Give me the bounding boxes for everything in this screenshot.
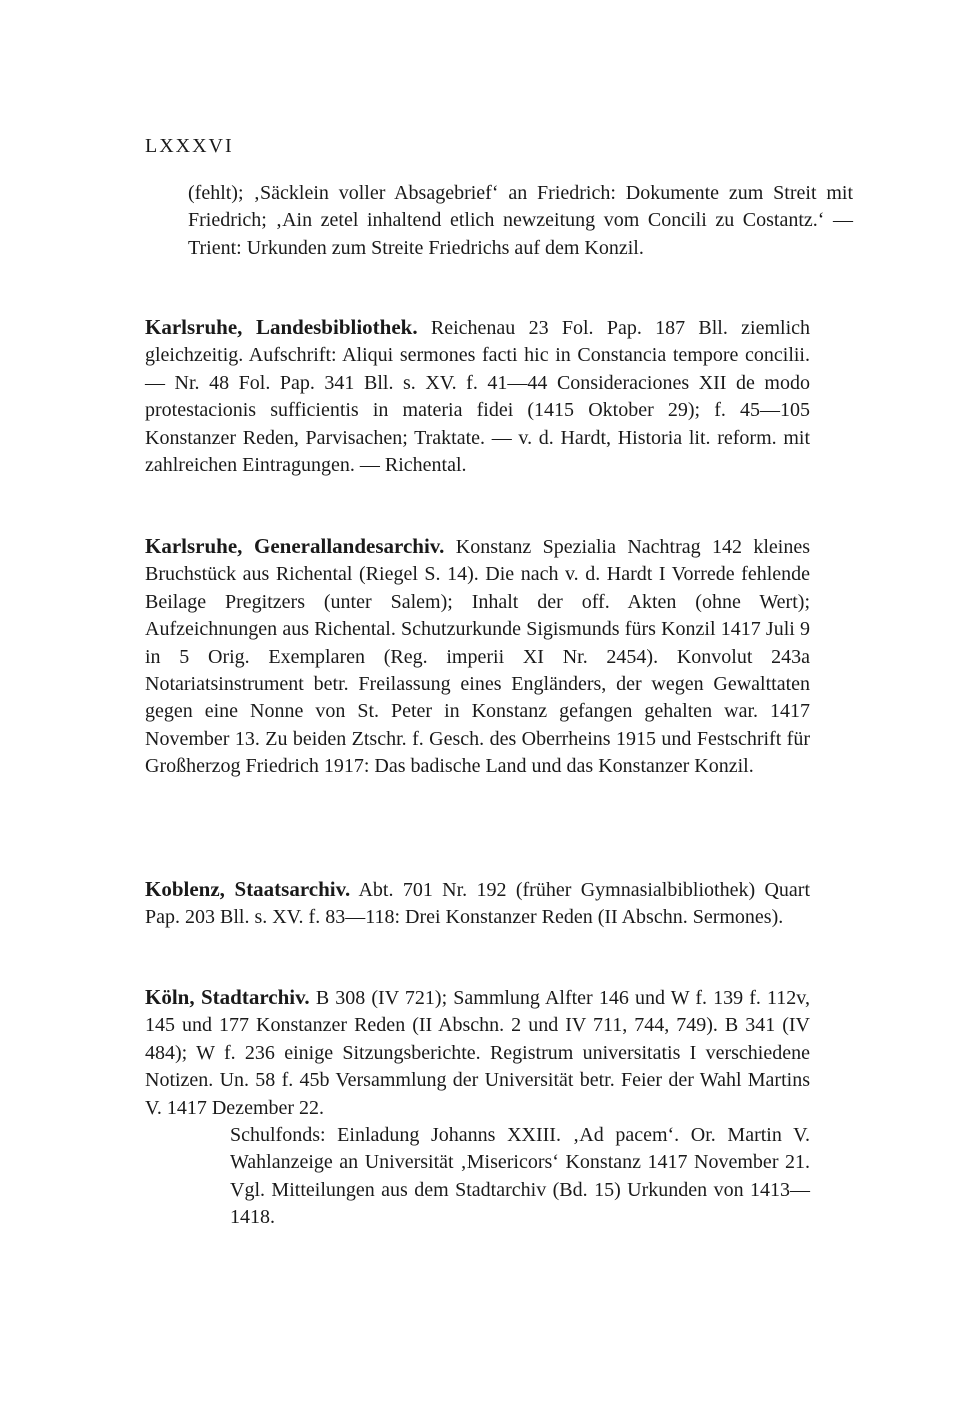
entry-text: Konstanz Spezialia Nachtrag 142 kleines Bruchstück aus Richental (Riegel S. 14). Die nach v. d. Hardt I Vorrede fehlende Beilage Pregitzers (unter Salem); Inhalt der off. Akten (ohne Wert); Aufzeichnungen aus Richental. Schutzurkunde Sigismunds fürs Konzil 1417 Juli 9 in 5 Orig. Exemplaren (Reg. imperii XI Nr. 2454). Konvolut 243a Notariatsinstrument betr. Freilassung eines Engländers, der wegen Gewalttaten gegen eine Nonne von St. Peter in Konstanz gefangen gehalten war. 1417 November 13. Zu beiden Ztschr. f. Gesch. des Oberrheins 1915 und Festschrift für Großherzog Friedrich 1917: Das badische Land und das Konstanzer Konzil.	[145, 536, 811, 778]
entry-text: Reichenau 23 Fol. Pap. 187 Bll. ziemlich gleichzeitig. Aufschrift: Aliqui sermones facti hic in Constancia tempore concilii. — Nr. 48 Fol. Pap. 341 Bll. s. XV. f. 41—44 Consideraciones XII de modo protestacionis sufficientis in materia fidei (1415 Oktober 29); f. 45—105 Konstanzer Reden, Parvisachen; Traktate. — v. d. Hardt, Historia lit. reform. mit zahlreichen Eintragungen. — Richental.	[145, 317, 810, 477]
entry-koblenz-staatsarchiv	[145, 876, 810, 932]
entry-text: (fehlt); ‚Säcklein voller Absagebrief‘ an Friedrich: Dokumente zum Streit mit Friedrich; ‚Ain zetel inhaltend etlich newzeitung vom Concili zu Costantz.‘ — Trient: Urkunden zum Streite Friedrichs auf dem Konzil.	[188, 182, 853, 259]
entry-text: B 308 (IV 721); Sammlung Alfter 146 und W f. 139 f. 112v, 145 und 177 Konstanzer Reden (II Abschn. 2 und IV 711, 744, 749). B 341 (IV 484); W f. 236 einige Sitzungsberichte. Registrum universitatis I verschiedene Notizen. Un. 58 f. 45b Versammlung der Universität betr. Feier der Wahl Martins V. 1417 Dezember 22.	[145, 987, 810, 1119]
entry-heading: Karlsruhe, Landesbibliothek.	[145, 315, 418, 339]
entry-karlsruhe-generallandesarchiv	[145, 533, 810, 781]
entry-koeln-stadtarchiv	[145, 984, 810, 1232]
entry-fehlt	[145, 180, 853, 262]
entry-heading: Karlsruhe, Generallandesarchiv.	[145, 534, 445, 558]
entry-karlsruhe-landesbibliothek	[145, 314, 810, 479]
page-number: LXXXVI	[145, 135, 234, 157]
entry-heading: Koblenz, Staatsarchiv.	[145, 877, 351, 901]
entry-heading: Köln, Stadtarchiv.	[145, 985, 310, 1009]
entry-text: Abt. 701 Nr. 192 (früher Gymnasialbibliothek) Quart Pap. 203 Bll. s. XV. f. 83—118: Drei Konstanzer Reden (II Abschn. Sermones).	[145, 879, 810, 929]
entry-paragraph: Schulfonds: Einladung Johanns XXIII. ‚Ad pacem‘. Or. Martin V. Wahlanzeige an Universität ‚Misericors‘ Konstanz 1417 November 21. Vgl. Mitteilungen aus dem Stadtarchiv (Bd. 15) Urkunden von 1413—1418.	[230, 1124, 810, 1229]
